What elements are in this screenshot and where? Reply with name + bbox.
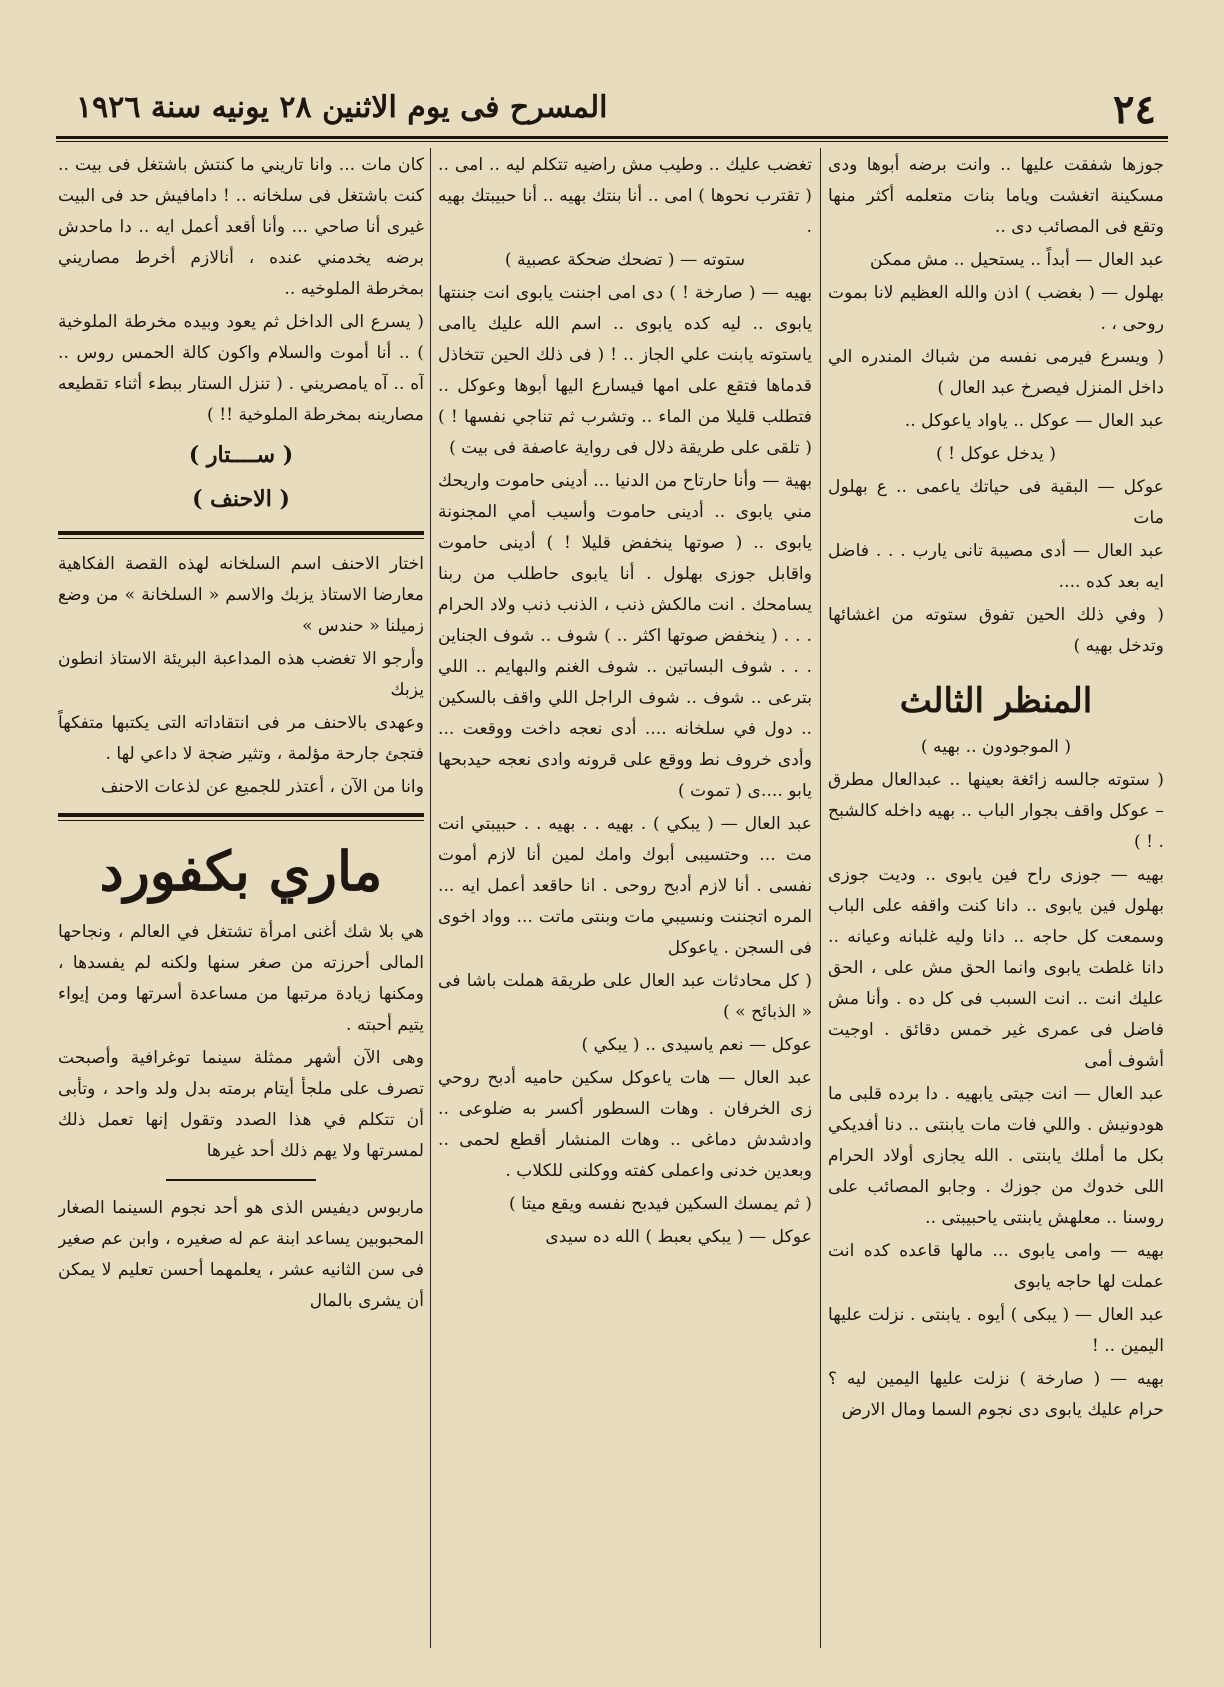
paragraph: عبد العال — أدى مصيبة تانى يارب . . . فاضل ايه بعد كده ....: [828, 541, 1164, 592]
paragraph: عوكل — ( يبكي بعبط ) الله ده سيدى: [545, 1227, 812, 1247]
page-number: ٢٤: [1113, 86, 1156, 133]
paragraph: عبد العال — عوكل .. ياواد ياعوكل ..: [904, 411, 1164, 431]
paragraph: عبد العال — انت جيتى يابهيه . دا برده قلبى ما هودونيش . واللي فات مات يابنتى .. دنا أفديكي بكل ما أملك يابنتى . الله يجازى أولاد الحرام اللى خدوك من جوزك . وجابو المصائب على روسنا .. معلهش يابنتى ياحبيبتى ..: [828, 1084, 1164, 1228]
note-paragraph: وعهدى بالاحنف مر فى انتقاداته التى يكتبها متفكهاً فتجئ جارحة مؤلمة ، وتثير ضجة لا داعي لها .: [58, 713, 424, 764]
paragraph: ( وفي ذلك الحين تفوق ستوته من اغشائها وتدخل بهيه ): [828, 605, 1164, 656]
paragraph: بهلول — ( بغضب ) اذن والله العظيم لانا بموت روحى ، .: [828, 283, 1164, 334]
paragraph: ( ثم يمسك السكين فيدبح نفسه ويقع ميتا ): [508, 1194, 812, 1214]
note-paragraph: وأرجو الا تغضب هذه المداعبة البريئة الاستاذ انطون يزبك: [58, 649, 424, 700]
paragraph: ( ويسرع فيرمى نفسه من شباك المندره الي داخل المنزل فيصرخ عبد العال ): [828, 347, 1164, 398]
article-paragraph: ماربوس ديفيس الذى هو أحد نجوم السينما الصغار المحبوبين يساعد ابنة عم له صغيره ، وابن عم صغير فى سن الثانيه عشر ، يعلمهما أحسن تعليم لا يمكن أن يشرى بالمال: [58, 1198, 424, 1311]
header-rule-thin: [56, 141, 1168, 142]
separator-rule: [166, 1179, 316, 1181]
paragraph: بهيه — ( صارخة ) نزلت عليها اليمين ليه ؟ حرام عليك يابوى دى نجوم السما ومال الارض: [828, 1369, 1164, 1420]
paragraph: بهيه — وامى يابوى ... مالها قاعده كده انت عملت لها حاجه يابوى: [828, 1241, 1164, 1292]
article-paragraph: هي بلا شك أغنى امرأة تشتغل في العالم ، ونجاحها المالى أحرزته من صغر سنها ولكنه لم يفسدها ، ومكنها زيادة مرتبها من مساعدة أسرتها ومن إيواء يتيم أحبته .: [58, 922, 424, 1035]
paragraph: ( يدخل عوكل ! ): [936, 444, 1056, 464]
paragraph: عبد العال — ( يبكى ) أيوه . يابنتى . نزلت عليها اليمين .. !: [828, 1305, 1164, 1356]
section-rule: [58, 813, 424, 817]
paragraph: كان مات ... وانا تاريني ما كنتش باشتغل فى بيت .. كنت باشتغل فى سلخانه .. ! دامافيش حد فى البيت غيرى أنا صاحي ... وأنا أقعد أعمل ايه .. دا ماحدش برضه يخدمني عنده ، أنالازم أخرط مصاريني بمخرطة الملوخيه ..: [58, 155, 424, 299]
paragraph: بهية — وأنا حارتاح من الدنيا ... أدينى حاموت واريحك مني يابوى .. أدينى حاموت وأسيب أمي المجنونة يابوى .. ( صوتها ينخفض قليلا ! ) أدينى حاموت واقابل جوزى بهلول . أنا يابوى حاطلب من ربنا يسامحك . انت مالكش ذنب ، الذنب ذنب ولاد الحرام . . . ( ينخفض صوتها اكثر .. ) شوف .. شوف الجناين . . . شوف البساتين .. شوف الغنم والبهايم .. اللي بترعى .. شوف .. شوف الراجل اللي واقف بالسكين .. دول في سلخانه .... أدى نعجه داخت ووقعت ... وأدى خروف نط ووقع على قرونه وادى نعجه حيدبحها يابو ....ى ( تموت ): [438, 471, 812, 801]
paragraph: عوكل — نعم ياسيدى .. ( يبكي ): [581, 1035, 812, 1055]
paragraph: بهيه — ( صارخة ! ) دى امى اجننت يابوى انت جننتها يابوى .. ليه كده يابوى .. اسم الله عليك ياامى ياستوته يابنت علي الجاز .. ! ( فى ذلك الحين تتخاذل قدماها فتقع على امها فيسارع اليها أبوها وعوكل .. فتطلب قليلا من الماء .. وتشرب ثم تناجي نفسها ! ) ( تلقى على طريقة دلال فى رواية عاصفة فى بيت ): [438, 283, 812, 458]
note-paragraph: اختار الاحنف اسم السلخانه لهذه القصة الفكاهية معارضا الاستاذ يزبك والاسم « السلخانة » من وضع زميلنا « حندس »: [58, 554, 424, 636]
section-rule: [58, 531, 424, 535]
left-column: [58, 150, 424, 1650]
column-divider: [430, 148, 431, 1648]
paragraph: عوكل — البقية فى حياتك ياعمى .. ع بهلول مات: [828, 477, 1164, 528]
paragraph: بهيه — جوزى راح فين يابوى .. وديت جوزى بهلول فين يابوى .. دانا كنت واقفه على الباب وسمعت كل حاجه .. دانا وليه غلبانه وعيانه .. دانا غلطت يابوى وانما الحق مش على ، الحق عليك انت .. انت السبب فى كل ده . وأنا مش فاضل فى عمرى غير خمس دقائق . اوجيت أشوف أمى: [828, 865, 1164, 1071]
note-paragraph: وانا من الآن ، أعتذر للجميع عن لذعات الاحنف: [100, 777, 424, 797]
paragraph: عبد العال — هات ياعوكل سكين حاميه أدبح روحي زى الخرفان . وهات السطور أكسر به ضلوعى .. وادشدش دماغى .. وهات المنشار أقطع لحمى .. وبعدين خدنى واعملى كفته ووكلنى للكلاب .: [438, 1068, 812, 1181]
paragraph: ( ستوته جالسه زائغة بعينها .. عبدالعال مطرق – عوكل واقف بجوار الباب .. بهيه داخله كالشبح . ! ): [828, 770, 1164, 852]
paragraph: تغضب عليك .. وطيب مش راضيه تتكلم ليه .. امى .. ( تقترب نحوها ) امى .. أنا بنتك بهيه .. أنا حبيبتك بهيه .: [438, 155, 812, 237]
paragraph: ستوته — ( تضحك ضحكة عصبية ): [504, 250, 746, 270]
paragraph: ( يسرع الى الداخل ثم يعود وبيده مخرطة الملوخية ) .. أنا أموت والسلام واكون كالة الحمس روس .. آه .. آه يامصريني . ( تنزل الستار ببطء أثناء تقطيعه مصارينه بمخرطة الملوخية !! ): [58, 312, 424, 425]
section-rule-thin: [58, 820, 424, 821]
middle-column: [438, 150, 812, 1650]
act-title: المنظر الثالث: [899, 681, 1093, 721]
column-divider: [820, 148, 821, 1648]
article-paragraph: وهى الآن أشهر ممثلة سينما توغرافية وأصبحت تصرف على ملجأ أيتام برمته بدل ولد واحد ، وتأبى أن تتكلم في هذا الصدد وتقول إنها تعمل ذلك لمسرتها ولا يهم ذلك أحد غيرها: [58, 1048, 424, 1161]
paragraph: ( كل محادثات عبد العال على طريقة هملت باشا فى « الذبائح » ): [438, 971, 812, 1022]
author-signature: ( الاحنف ): [192, 486, 290, 512]
paragraph: عبد العال — أبداً .. يستحيل .. مش ممكن: [869, 250, 1164, 270]
curtain-line: ( ســــتار ): [188, 442, 294, 468]
header-rule: [56, 136, 1168, 139]
cast-line: ( الموجودون .. بهيه ): [920, 737, 1072, 757]
running-title: المسرح فى يوم الاثنين ٢٨ يونيه سنة ١٩٢٦: [76, 90, 608, 125]
section-rule-thin: [58, 538, 424, 539]
page-header: [56, 82, 1168, 136]
paragraph: عبد العال — ( يبكي ) . بهيه . . بهيه . . حبيبتي انت مت ... وحتسيبى أبوك وامك لمين أنا لازم أموت نفسى . أنا لازم أدبح روحى . انا حاقعد أعمل ايه ... المره اتجننت ونسيبي مات وبنتى ماتت ... وواد اخوى فى السجن . ياعوكل: [438, 814, 812, 958]
right-column: [828, 150, 1164, 1650]
article-headline: ماري بكفورد: [99, 839, 383, 903]
paragraph: جوزها شفقت عليها .. وانت برضه أبوها ودى مسكينة اتغشت وياما بنات متعلمه أكثر منها وتقع فى المصائب دى ..: [828, 155, 1164, 237]
